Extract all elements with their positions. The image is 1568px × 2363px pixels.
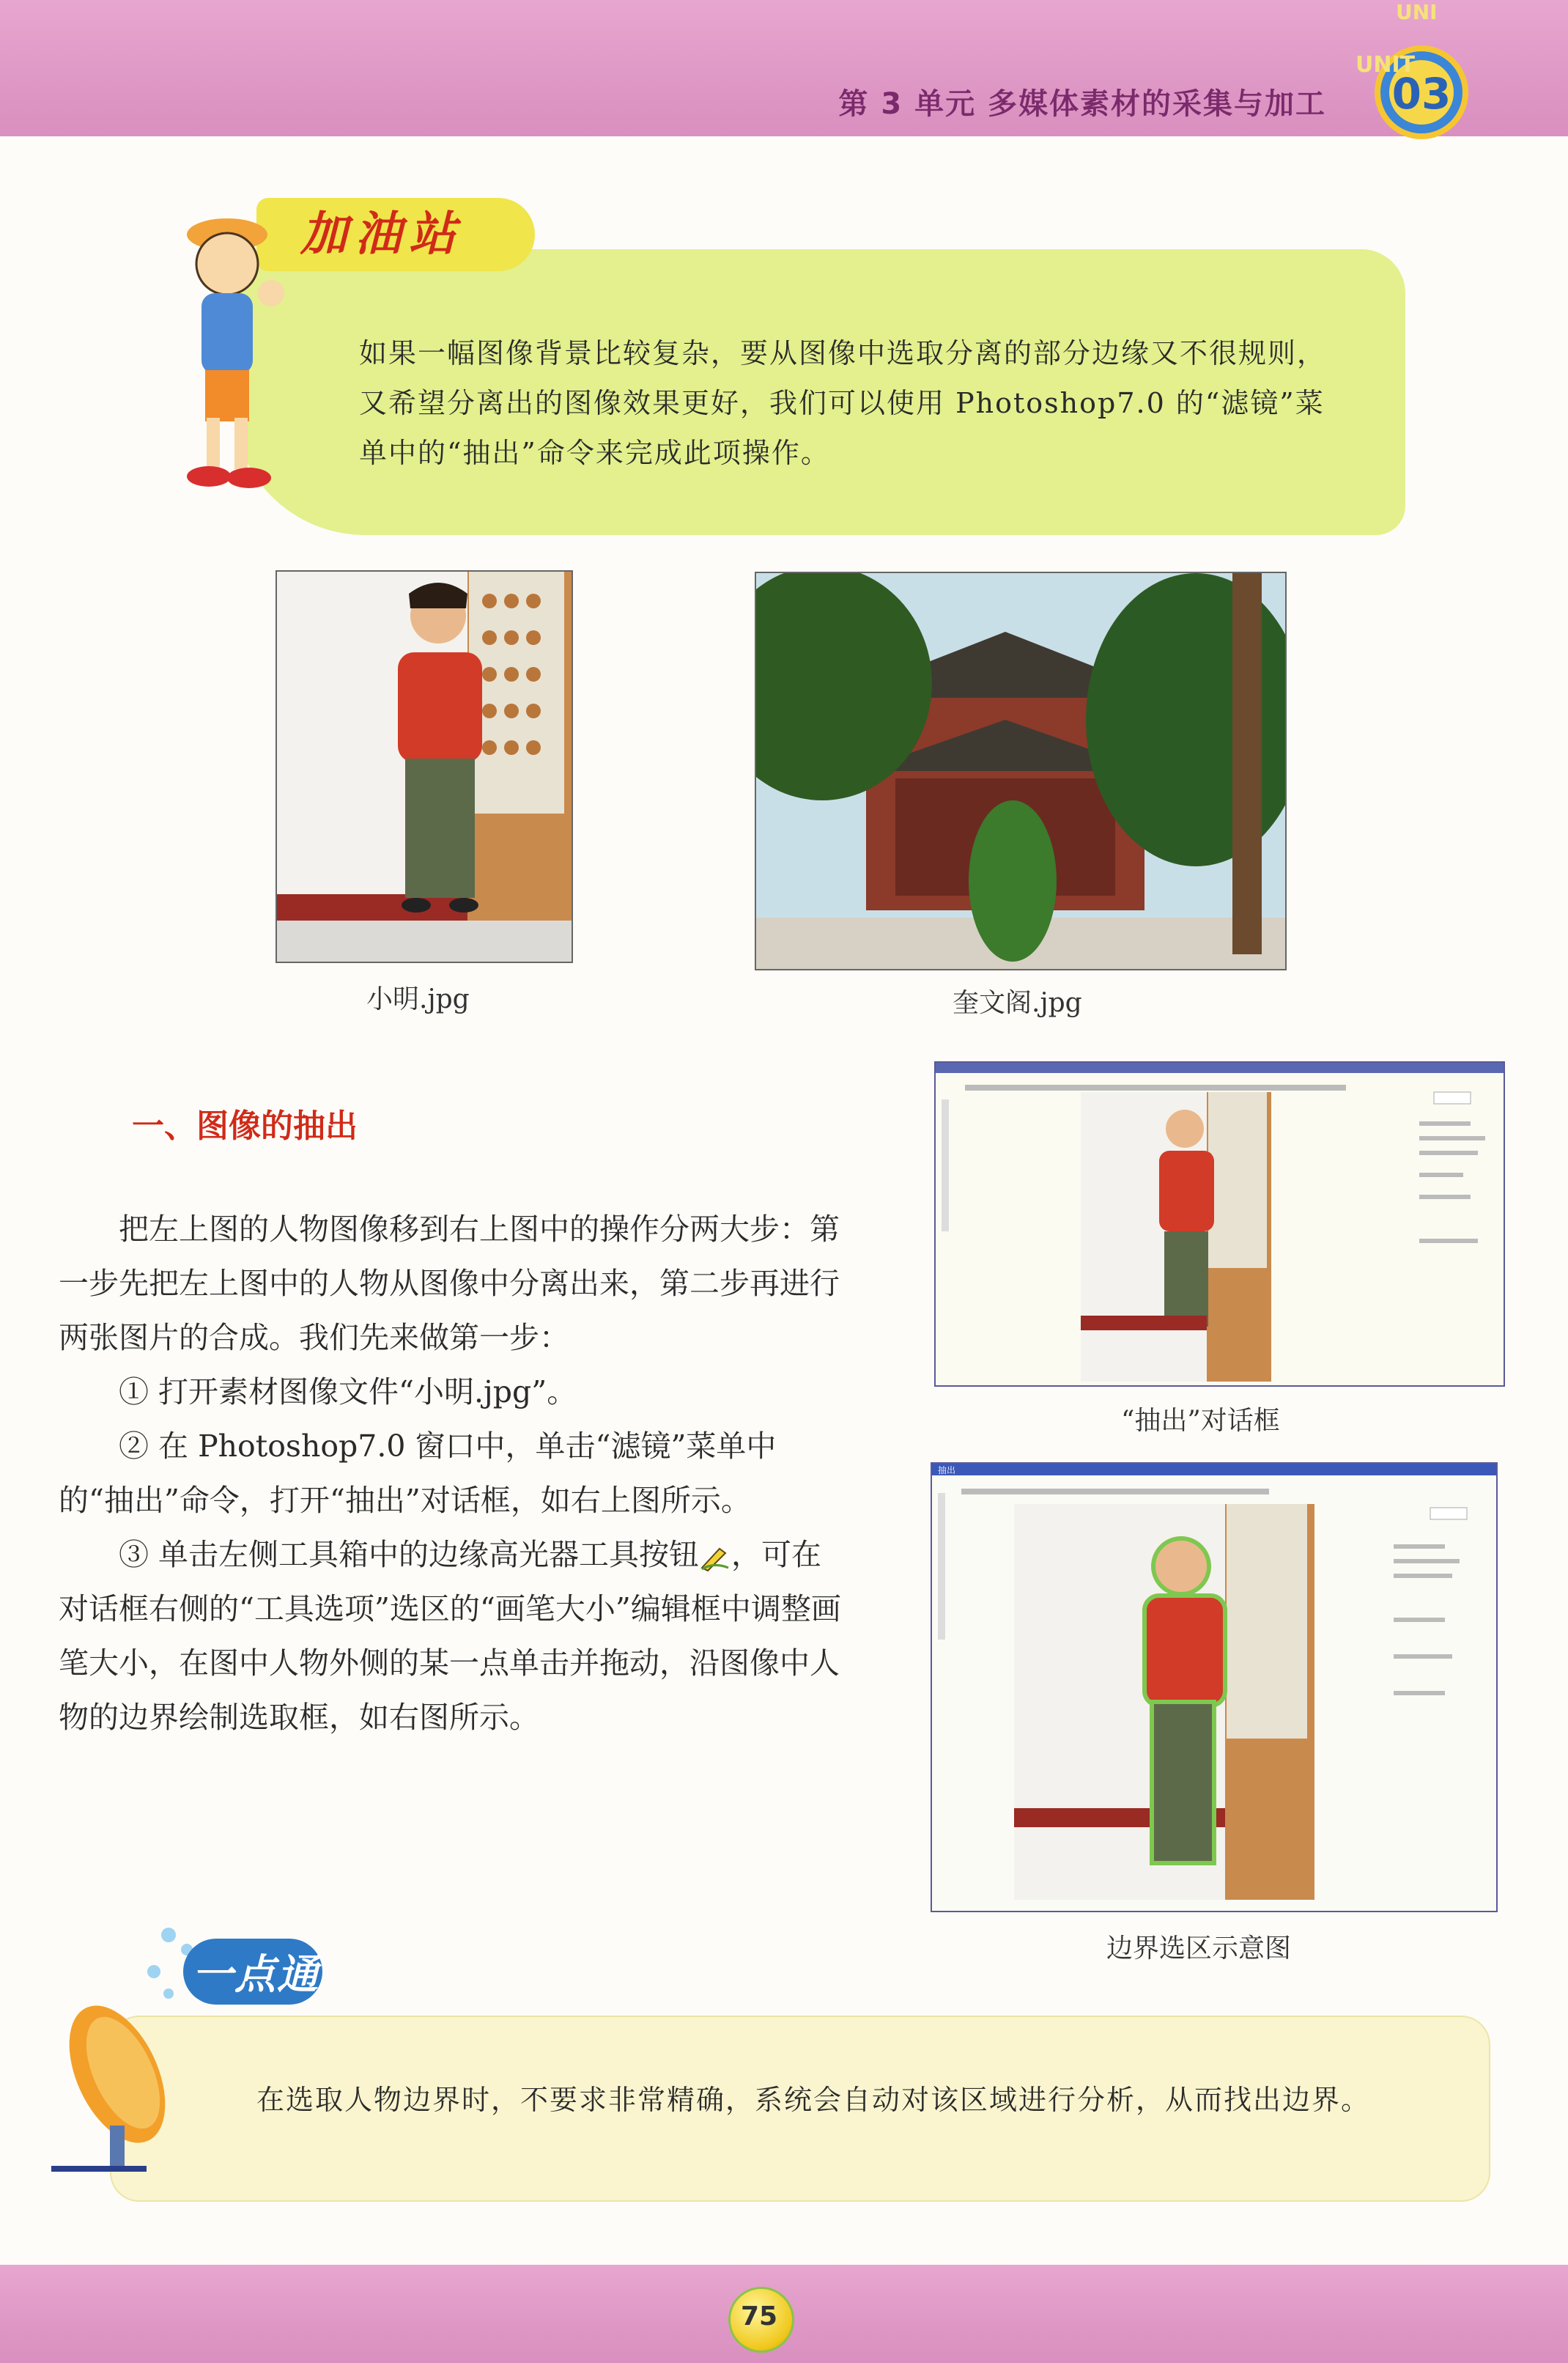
- tip-text: 如果一幅图像背景比较复杂，要从图像中选取分离的部分边缘又不很规则，又希望分离出的图像效果更好，我们可以使用 Photoshop7.0 的“滤镜”菜单中的“抽出”命令来完成此项操作。: [359, 337, 1327, 469]
- body-step-1: ① 打开素材图像文件“小明.jpg”。: [119, 1374, 577, 1409]
- note-label: 一点通: [192, 1951, 319, 1999]
- boundary-selection-screenshot: [931, 1462, 1498, 1912]
- cartoon-boy-icon: [161, 205, 293, 498]
- section-heading: 一、图像的抽出: [132, 1107, 358, 1145]
- body-step-3-text-cont: ，可在对话框右侧的“工具选项”选区的“画笔大小”编辑框中调整画笔大小，在图中人物外侧的某一点单击并拖动，沿图像中人物的边界绘制选取框，如右图所示。: [59, 1537, 841, 1735]
- unit-badge-icon: [1341, 35, 1480, 145]
- edge-highlighter-tool-icon: [699, 1543, 731, 1572]
- body-step-3-text: ③ 单击左侧工具箱中的边缘高光器工具按钮: [119, 1537, 700, 1572]
- note-text: 在选取人物边界时，不要求非常精确，系统会自动对该区域进行分析，从而找出边界。: [256, 2084, 1371, 2116]
- unit-title: 第 3 单元 多媒体素材的采集与加工: [838, 87, 1326, 121]
- extract-dialog-screenshot: [934, 1061, 1505, 1387]
- boundary-window-title: 抽出: [938, 1465, 956, 1475]
- photo-xiaoming: [275, 570, 573, 963]
- body-step-2: ② 在 Photoshop7.0 窗口中，单击“滤镜”菜单中的“抽出”命令，打开“抽出”对话框，如右上图所示。: [59, 1429, 777, 1518]
- caption-kuiwenge: 奎文阁.jpg: [953, 988, 1082, 1018]
- caption-xiaoming: 小明.jpg: [366, 984, 470, 1014]
- body-paragraph-1: 把左上图的人物图像移到右上图中的操作分两大步：第一步先把左上图中的人物从图像中分离出来，第二步再进行两张图片的合成。我们先来做第一步：: [59, 1212, 840, 1355]
- body-step-3: [59, 1527, 850, 1744]
- photo-kuiwenge: [755, 572, 1287, 970]
- unit-badge-label: UNIT: [1356, 52, 1416, 78]
- caption-extract-dialog: “抽出”对话框: [1121, 1406, 1280, 1436]
- header-band: [0, 0, 1568, 136]
- header-fragment: UNI: [1396, 0, 1438, 24]
- body-text: [59, 1202, 850, 1744]
- unit-badge-number: 03: [1391, 69, 1451, 119]
- page-number: 75: [740, 2301, 778, 2331]
- satellite-dish-icon: [51, 1906, 205, 2184]
- caption-boundary: 边界选区示意图: [1106, 1933, 1292, 1964]
- tip-label: 加油站: [300, 207, 463, 262]
